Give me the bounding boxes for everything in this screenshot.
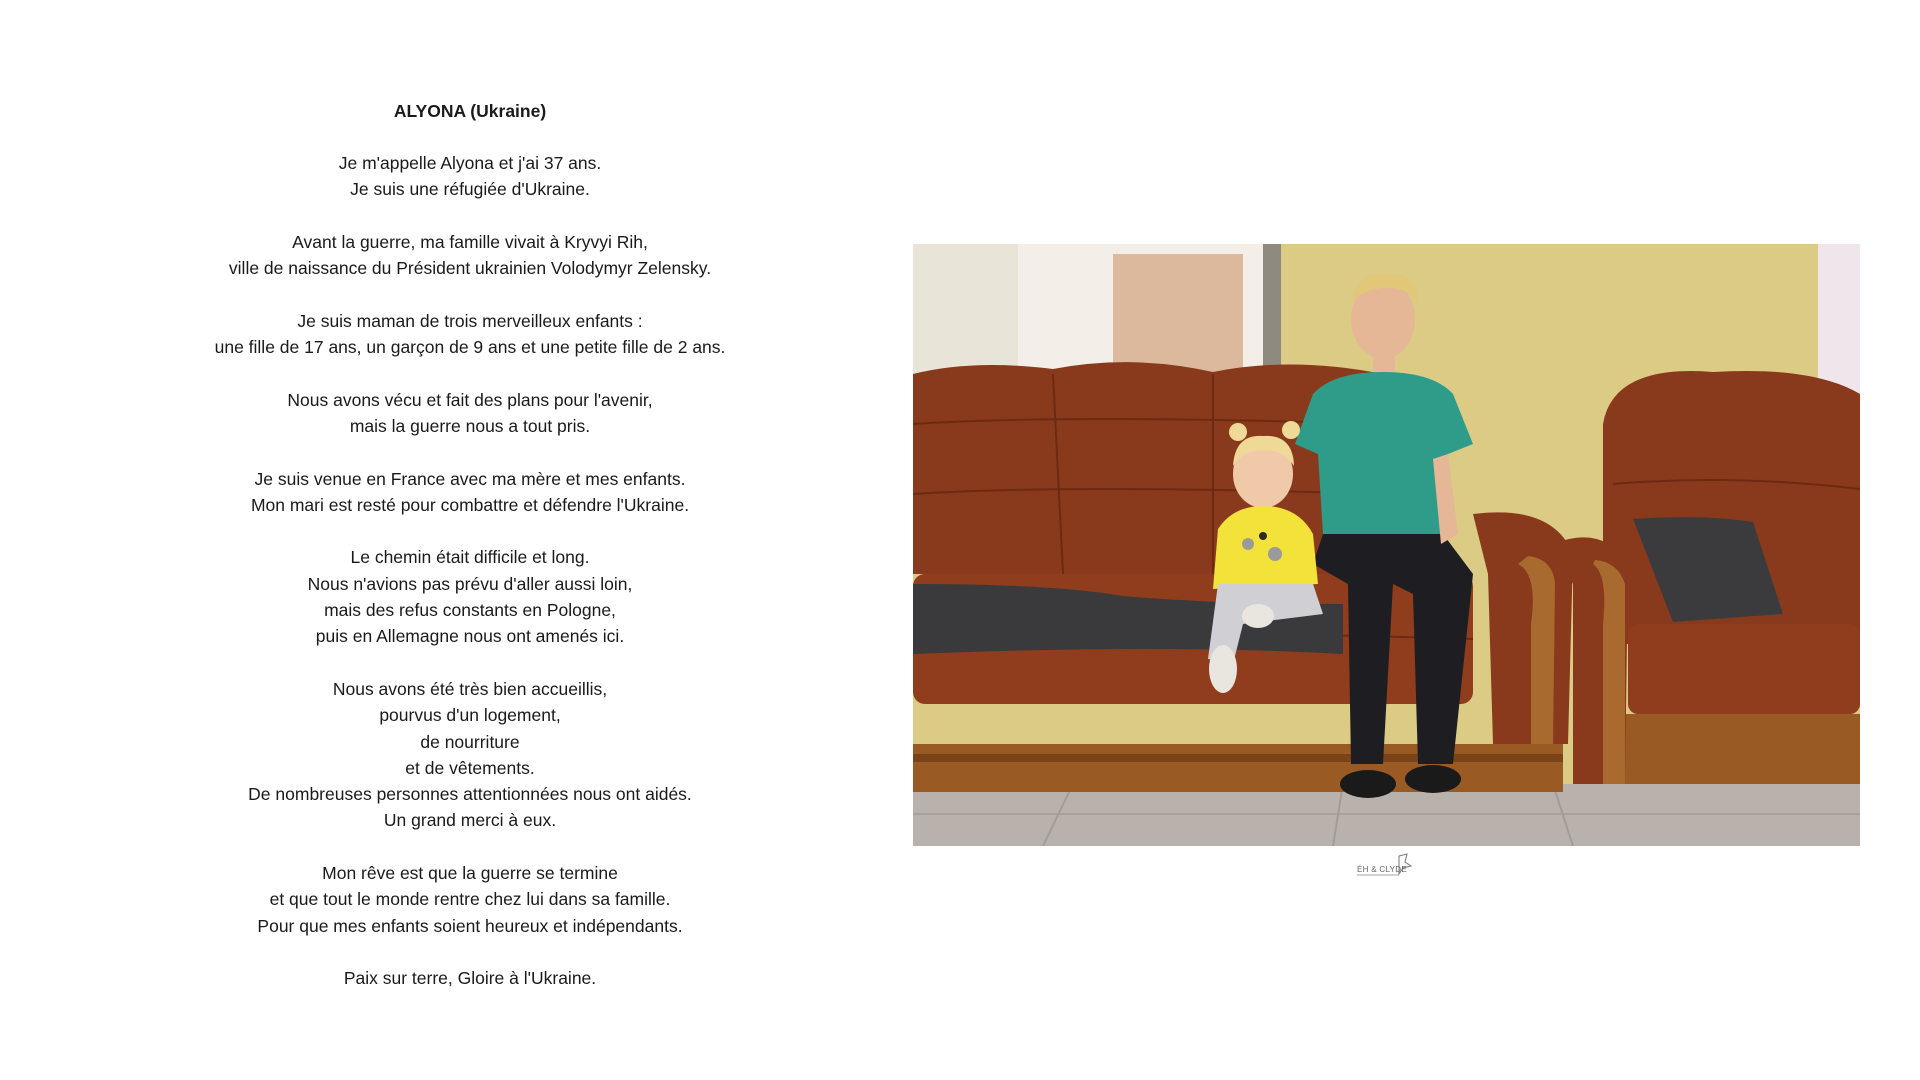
story-line: Je suis une réfugiée d'Ukraine.	[350, 179, 590, 200]
story-line: Mon mari est resté pour combattre et défendre l'Ukraine.	[250, 494, 690, 515]
story-line: et que tout le monde rentre chez lui dans sa famille.	[269, 889, 671, 910]
story-text	[180, 98, 760, 1018]
story-line: Je suis venue en France avec ma mère et mes enfants.	[254, 468, 686, 489]
story-stanza	[180, 676, 760, 834]
left-window	[913, 244, 1023, 384]
story-stanza	[180, 150, 760, 203]
story-line: une fille de 17 ans, un garçon de 9 ans et une petite fille de 2 ans.	[214, 337, 726, 358]
story-line: Nous n'avions pas prévu d'aller aussi loin,	[307, 573, 633, 594]
mother-shoe-left	[1340, 770, 1396, 798]
story-stanza	[180, 229, 760, 282]
story-line: Mon rêve est que la guerre se termine	[322, 863, 618, 884]
story-line: Le chemin était difficile et long.	[350, 547, 590, 568]
story-stanza	[180, 965, 760, 991]
watermark-logo	[1355, 852, 1415, 880]
photographer-watermark	[1355, 852, 1415, 880]
story-line: et de vêtements.	[405, 757, 535, 778]
story-line: pourvus d'un logement,	[379, 705, 561, 726]
story-line: Nous avons été très bien accueillis,	[332, 678, 608, 699]
story-line: mais des refus constants en Pologne,	[324, 600, 616, 621]
story-stanza	[180, 308, 760, 361]
svg-text:ÉH & CLYDE: ÉH & CLYDE	[1357, 865, 1407, 874]
story-line: Avant la guerre, ma famille vivait à Kryvyi Rih,	[292, 231, 648, 252]
story-line: puis en Allemagne nous ont amenés ici.	[315, 626, 625, 647]
story-line: De nombreuses personnes attentionnées nous ont aidés.	[248, 784, 692, 805]
mother-shoe-right	[1405, 765, 1461, 793]
right-window	[1818, 244, 1860, 394]
story-stanza	[180, 860, 760, 939]
story-line: Je suis maman de trois merveilleux enfants :	[297, 310, 643, 331]
story-stanza	[180, 544, 760, 649]
story-line: Un grand merci à eux.	[383, 810, 557, 831]
story-line: Pour que mes enfants soient heureux et indépendants.	[257, 915, 683, 936]
story-line: Je m'appelle Alyona et j'ai 37 ans.	[338, 153, 602, 173]
portrait-photo	[913, 244, 1860, 846]
story-line: ville de naissance du Président ukrainien Volodymyr Zelensky.	[228, 258, 712, 279]
story-stanza	[180, 387, 760, 440]
child-shoe	[1209, 645, 1237, 693]
story-title: ALYONA (Ukraine)	[393, 101, 547, 121]
story-line: de nourriture	[420, 731, 520, 752]
story-line: Paix sur terre, Gloire à l'Ukraine.	[343, 968, 597, 989]
portrait-illustration	[913, 244, 1860, 846]
story-stanzas	[180, 150, 760, 992]
sofa-wooden-base	[913, 744, 1563, 792]
story-line: Nous avons vécu et fait des plans pour l'avenir,	[287, 389, 653, 410]
story-line: mais la guerre nous a tout pris.	[349, 415, 591, 436]
story-stanza	[180, 466, 760, 519]
kitchen-background	[1113, 254, 1243, 374]
